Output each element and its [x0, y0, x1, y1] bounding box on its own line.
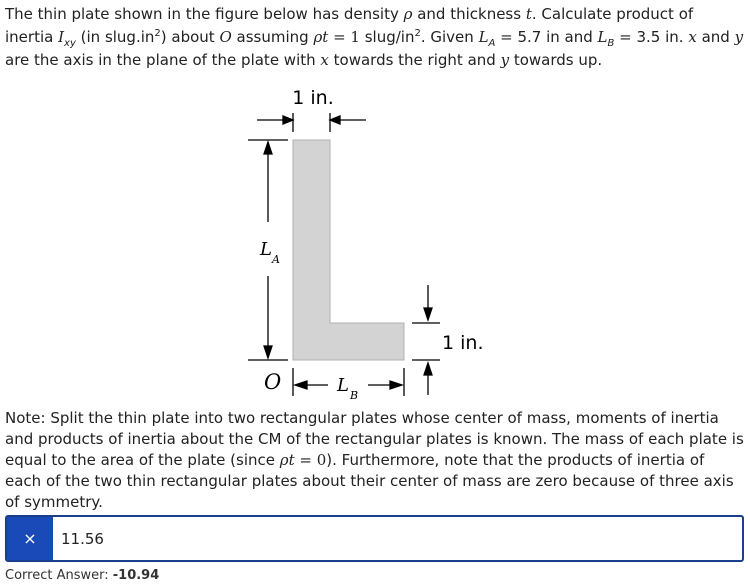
note-text: Note: Split the thin plate into two rectangular plates whose center of mass, moments of inertia and products of inertia about the CM of the rectangular plates is known. The mass of each plate is equal to the area of the plate (since ρt = 0). Furthermore, note that the products of inertia of each of the two thin rectangular plates about their center of mass are zero because of three axis of symmetry.: [5, 409, 744, 511]
correct-answer: [5, 568, 159, 583]
answer-value: 11.56: [61, 529, 104, 548]
l-shaped-plate: [293, 140, 404, 360]
lb-subscript: B: [350, 389, 359, 402]
la-label: L: [260, 239, 272, 260]
la-subscript: A: [272, 253, 280, 266]
correct-answer-value: -10.94: [112, 568, 160, 583]
correct-answer-label: Correct Answer:: [5, 568, 113, 583]
top-dimension-marker: [257, 113, 366, 132]
incorrect-icon: ×: [7, 517, 53, 560]
question-text: The thin plate shown in the figure below has density ρ and thickness t. Calculate product of inertia $I_{xy}$ (in $slug.in^2$) about O assuming ρt = 1 slug/$in^2$. Given $L_A = 5.7$ in and $L_B = 3.5$ in. x and y are the axis in the plane of the plate with x towards the right and y towards up.: [5, 5, 744, 69]
top-dimension-label: 1 in.: [292, 87, 334, 109]
right-dimension-marker: [412, 285, 440, 395]
lb-label: L: [337, 375, 349, 396]
origin-label: O: [264, 370, 282, 394]
right-dimension-label: 1 in.: [442, 332, 484, 354]
answer-input[interactable]: [5, 515, 744, 562]
